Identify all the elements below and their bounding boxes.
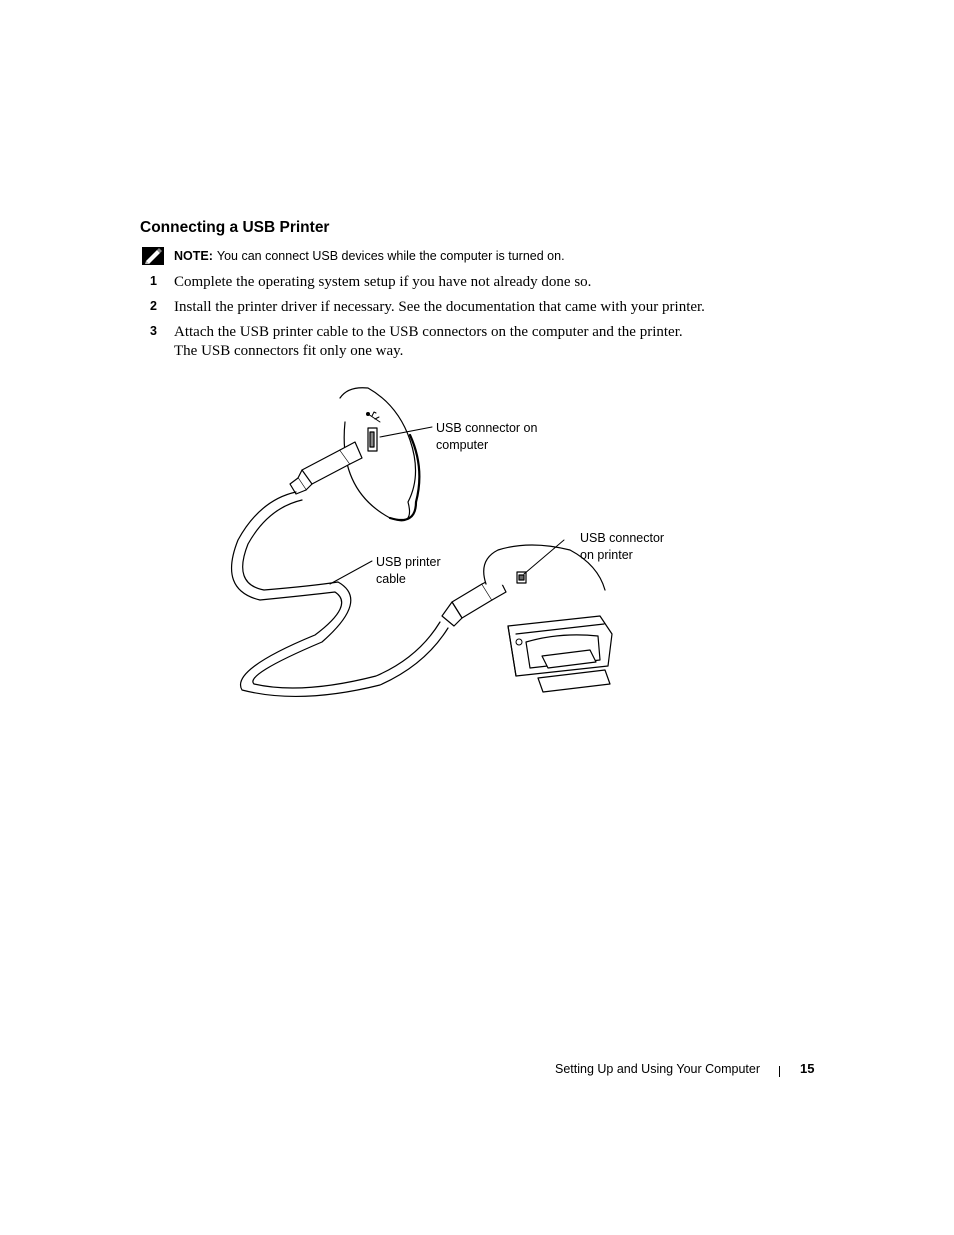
section-title: Connecting a USB Printer xyxy=(140,219,330,236)
page-footer xyxy=(0,1062,954,1082)
note-text: You can connect USB devices while the computer is turned on. xyxy=(216,249,565,263)
step-text: Complete the operating system setup if you have not already done so. xyxy=(174,274,592,290)
callout-line-cable xyxy=(330,561,372,584)
note-label: NOTE: xyxy=(174,249,213,263)
callout-usb-printer-cable: USB printer cable xyxy=(376,555,441,586)
step-number: 2 xyxy=(150,299,157,313)
step-number: 1 xyxy=(150,274,157,288)
callout-usb-connector-computer: USB connector on computer xyxy=(436,421,538,452)
cable-plug-computer xyxy=(302,450,350,484)
footer-title: Setting Up and Using Your Computer xyxy=(555,1062,760,1076)
footer-divider xyxy=(779,1066,780,1077)
printer-illustration xyxy=(508,616,612,692)
step-number: 3 xyxy=(150,324,157,338)
note xyxy=(142,247,565,265)
step-text: Install the printer driver if necessary. See the documentation that came with your printer. xyxy=(174,299,705,315)
step-text-line2: The USB connectors fit only one way. xyxy=(174,343,404,359)
usb-cable-inner xyxy=(243,500,440,688)
note-pencil-icon xyxy=(142,247,164,265)
callout-usb-connector-printer: USB connector on printer xyxy=(580,531,665,562)
step-text-line1: Attach the USB printer cable to the USB connectors on the computer and the printer. xyxy=(174,324,683,340)
page-number: 15 xyxy=(800,1061,815,1076)
